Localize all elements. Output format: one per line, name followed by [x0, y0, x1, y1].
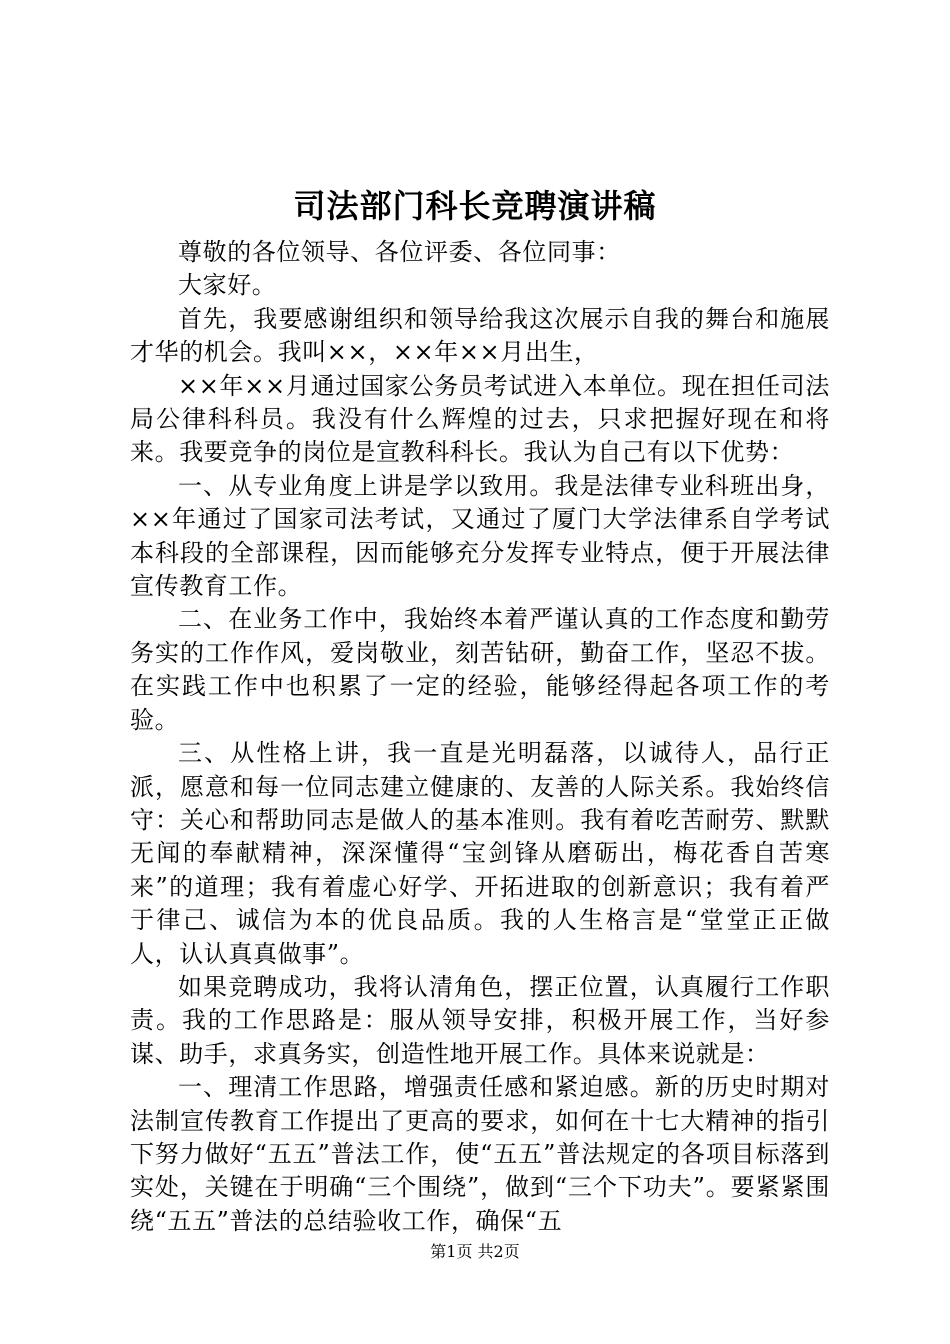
greeting: 大家好。	[178, 271, 277, 300]
paragraph-advantage-1: 一、从专业角度上讲是学以致用。我是法律专业科班出身，××年通过了国家司法考试，又通过了厦门大学法律系自学考试本科段的全部课程，因而能够充分发挥专业特点，便于开展法律宣传教育工作。	[130, 471, 830, 601]
paragraph-background: ××年××月通过国家公务员考试进入本单位。现在担任司法局公律科科员。我没有什么辉煌的过去，只求把握好现在和将来。我要竞争的岗位是宣教科科长。我认为自己有以下优势：	[130, 371, 830, 467]
paragraph-advantage-2: 二、在业务工作中，我始终本着严谨认真的工作态度和勤劳务实的工作作风，爱岗敬业，刻苦钻研，勤奋工作，坚忍不拔。在实践工作中也积累了一定的经验，能够经得起各项工作的考验。	[130, 605, 830, 734]
page-footer: 第1页 共2页	[430, 1242, 520, 1261]
paragraph-advantage-3: 三、从性格上讲，我一直是光明磊落，以诚待人，品行正派，愿意和每一位同志建立健康的、友善的人际关系。我始终信守：关心和帮助同志是做人的基本准则。我有着吃苦耐劳、默默无闻的奉献精神，深深懂得“宝剑锋从磨砺出，梅花香自苦寒来”的道理；我有着虚心好学、开拓进取的创新意识；我有着严于律己、诚信为本的优良品质。我的人生格言是“堂堂正正做人，认认真真做事”。	[130, 739, 830, 968]
salutation: 尊敬的各位领导、各位评委、各位同事：	[178, 238, 621, 266]
paragraph-plan: 如果竞聘成功，我将认清角色，摆正位置，认真履行工作职责。我的工作思路是：服从领导安排，积极开展工作，当好参谋、助手，求真务实，创造性地开展工作。具体来说就是：	[130, 972, 830, 1068]
document-body	[130, 236, 830, 1238]
document-title: 司法部门科长竞聘演讲稿	[293, 187, 657, 225]
paragraph-plan-1: 一、理清工作思路，增强责任感和紧迫感。新的历史时期对法制宣传教育工作提出了更高的要求，如何在十七大精神的指引下努力做好“五五”普法工作，使“五五”普法规定的各项目标落到实处，关键在于明确“三个围绕”，做到“三个下功夫”。要紧紧围绕“五五”普法的总结验收工作，确保“五	[130, 1073, 830, 1235]
paragraph-intro: 首先，我要感谢组织和领导给我这次展示自我的舞台和施展才华的机会。我叫××，××年××月出生，	[130, 304, 830, 367]
